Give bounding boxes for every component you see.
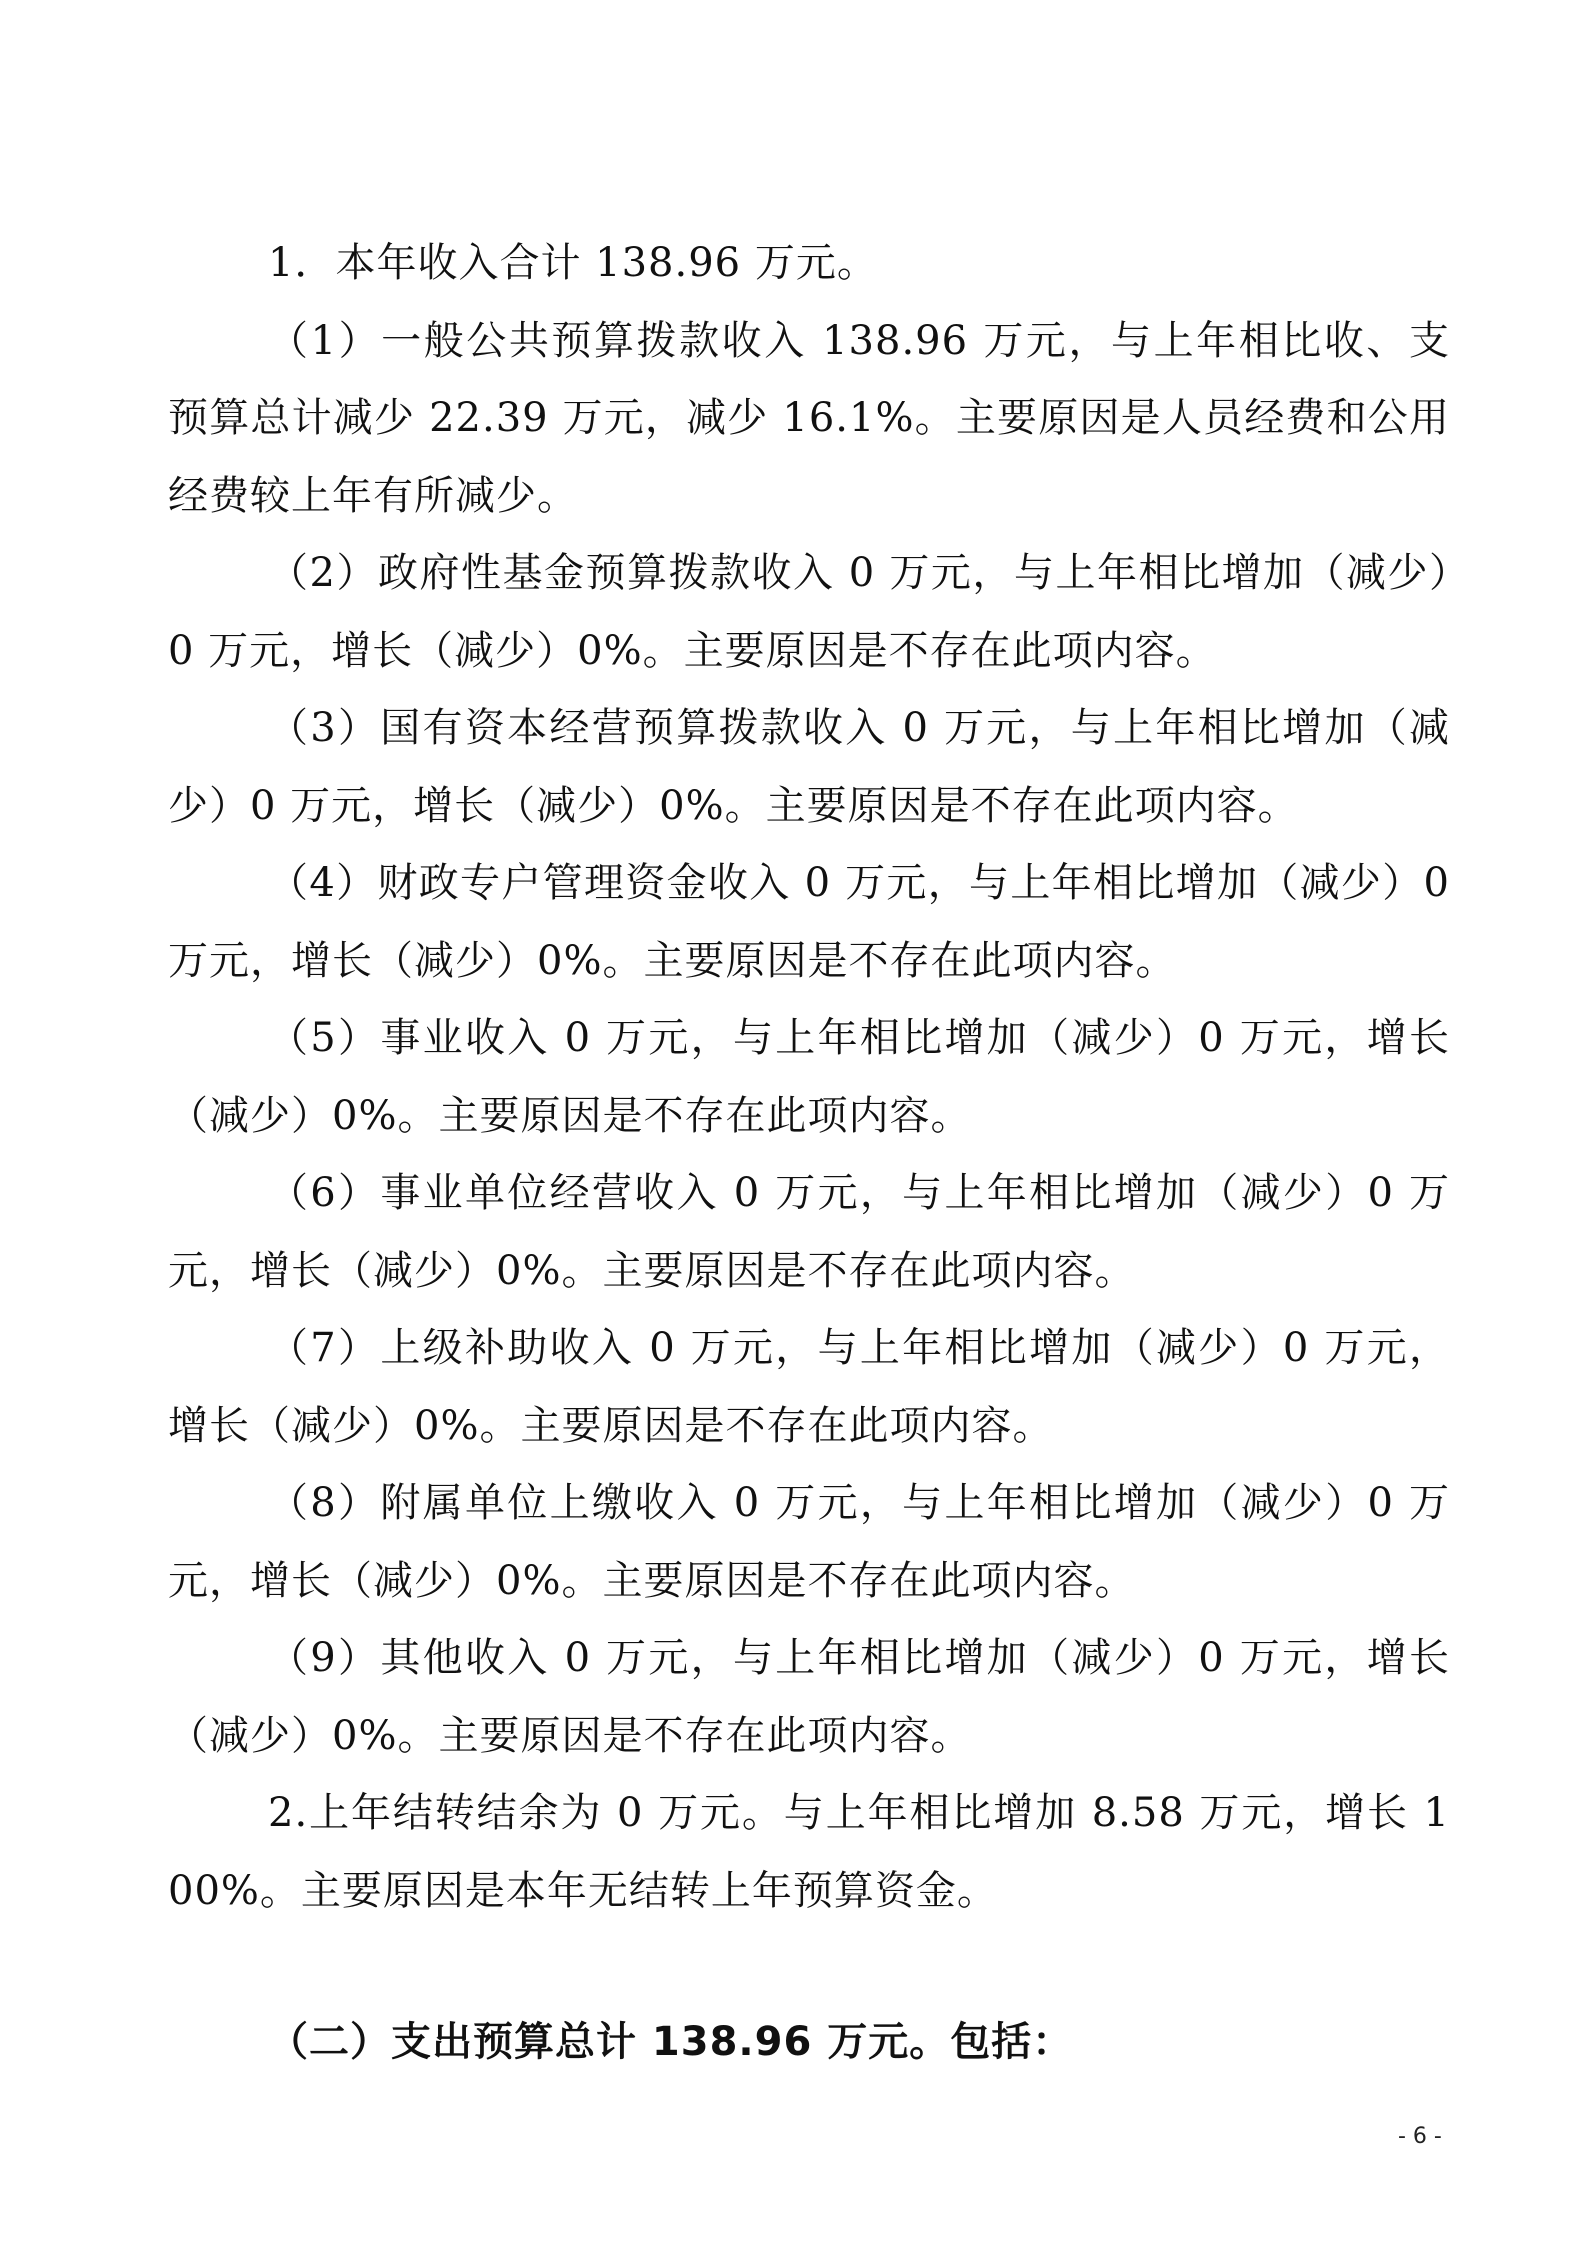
paragraph-carryover: 2.上年结转结余为 0 万元。与上年相比增加 8.58 万元，增长 100%。主要原因是本年无结转上年预算资金。: [168, 1790, 1450, 1914]
paragraph-business-income: （5）事业收入 0 万元，与上年相比增加（减少）0 万元，增长（减少）0%。主要原因是不存在此项内容。: [168, 1015, 1450, 1139]
page-number: - 6 -: [1398, 2124, 1442, 2149]
body-text: [168, 225, 1450, 1930]
paragraph-superior-subsidy: （7）上级补助收入 0 万元，与上年相比增加（减少）0 万元，增长（减少）0%。主要原因是不存在此项内容。: [168, 1325, 1450, 1449]
paragraph-fiscal-account: （4）财政专户管理资金收入 0 万元，与上年相比增加（减少）0 万元，增长（减少）0%。主要原因是不存在此项内容。: [168, 860, 1450, 984]
section-heading-expenditure: （二）支出预算总计 138.96 万元。包括：: [268, 2019, 1074, 2065]
paragraph-unit-operating: （6）事业单位经营收入 0 万元，与上年相比增加（减少）0 万元，增长（减少）0%。主要原因是不存在此项内容。: [168, 1170, 1450, 1294]
paragraph-general-budget: （1）一般公共预算拨款收入 138.96 万元，与上年相比收、支预算总计减少 22.39 万元，减少 16.1%。主要原因是人员经费和公用经费较上年有所减少。: [168, 317, 1450, 519]
paragraph-total-income: 1．本年收入合计 138.96 万元。: [268, 240, 878, 286]
paragraph-other-income: （9）其他收入 0 万元，与上年相比增加（减少）0 万元，增长（减少）0%。主要原因是不存在此项内容。: [168, 1635, 1450, 1759]
paragraph-affiliated-units: （8）附属单位上缴收入 0 万元，与上年相比增加（减少）0 万元，增长（减少）0%。主要原因是不存在此项内容。: [168, 1480, 1450, 1604]
paragraph-state-capital: （3）国有资本经营预算拨款收入 0 万元，与上年相比增加（减少）0 万元，增长（减少）0%。主要原因是不存在此项内容。: [168, 705, 1450, 829]
paragraph-government-fund: （2）政府性基金预算拨款收入 0 万元，与上年相比增加（减少）0 万元，增长（减少）0%。主要原因是不存在此项内容。: [168, 550, 1450, 674]
